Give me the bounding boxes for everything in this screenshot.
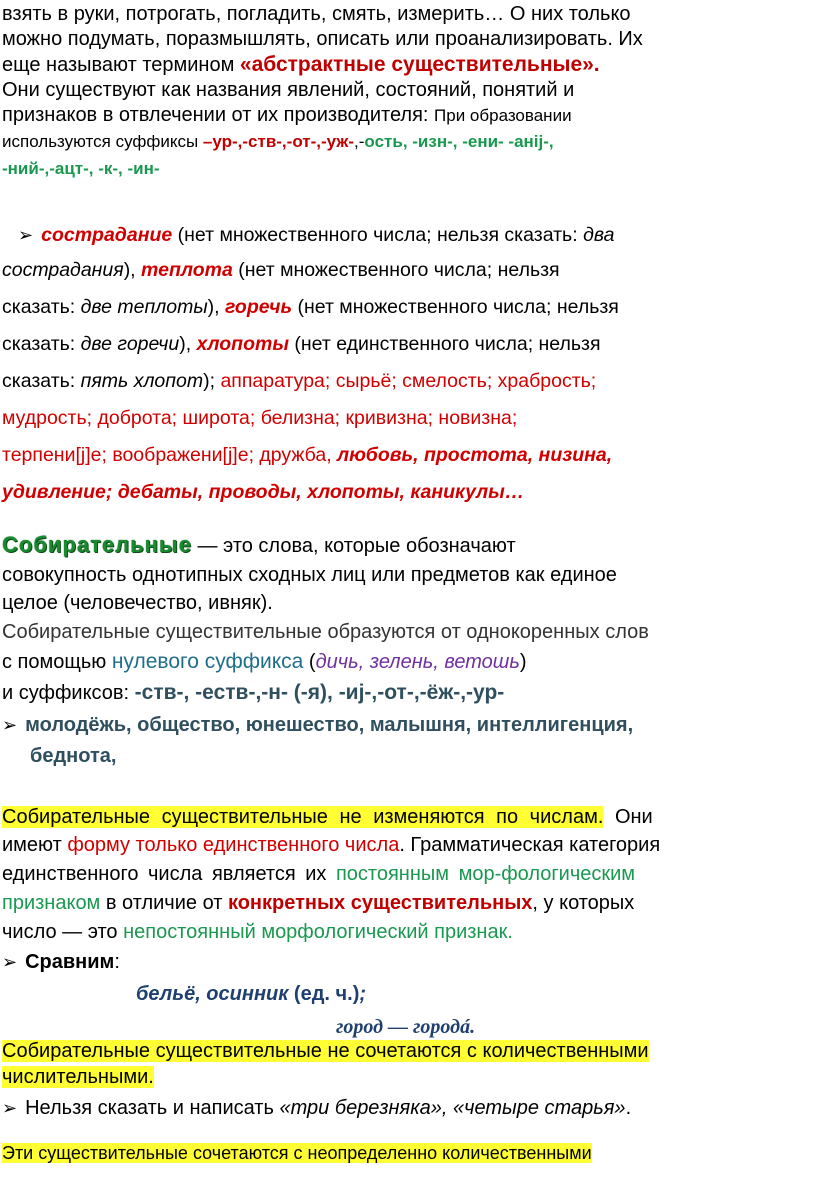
text-span: признаков в отвлечении от их производителя: <box>2 104 435 126</box>
text-line <box>2 437 814 474</box>
text-span: (нет множественного числа; нельзя <box>292 296 619 318</box>
text-span: две горечи <box>80 333 180 355</box>
text-span: сказать: <box>2 296 81 318</box>
text-span: непостоянный морфологический признак. <box>123 921 513 943</box>
text-span: ; <box>359 983 367 1005</box>
text-line: Они существуют как названия явлений, состояний, понятий и <box>2 79 575 101</box>
example-list-bold: любовь, простота, низина, <box>337 444 613 466</box>
example-list: терпени[j]е; воображени[j]е; дружба, <box>2 444 338 466</box>
text-line <box>2 1038 814 1064</box>
text-line: можно подумать, поразмышлять, описать или проанализировать. Их <box>2 28 643 50</box>
text-span: две теплоты <box>80 296 208 318</box>
text-line <box>2 831 814 860</box>
section-title-collective: Собирательные <box>2 532 192 557</box>
text-line: Собирательные существительные образуются от однокоренных слов <box>2 621 649 643</box>
abstract-examples <box>2 218 814 511</box>
text-line: совокупность однотипных сходных лиц или предметов как единое <box>2 564 617 586</box>
text-line <box>2 977 814 1011</box>
text-line <box>2 947 814 977</box>
text-span: Сравним <box>25 951 115 973</box>
text-line: целое (человечество, ивняк). <box>2 592 273 614</box>
example-words: дичь, зелень, ветошь <box>315 651 520 673</box>
suffixes-collective: -ств-, -еств-,-н- (-я), -иj-,-от-,-ёж-,-ур- <box>134 681 505 704</box>
number-category-section <box>2 803 814 1043</box>
text-span: При образовании <box>434 106 572 125</box>
text-line <box>2 860 814 889</box>
example-list-bold: удивление; дебаты, проводы, хлопоты, каникулы… <box>2 481 525 503</box>
text-line <box>2 128 814 156</box>
text-line <box>2 530 814 561</box>
text-span: число — это <box>2 921 124 943</box>
highlighted-statement: Эти существительные сочетаются с неопределенно количественными <box>2 1143 592 1163</box>
text-span: ,- <box>354 132 365 151</box>
text-span: , у которых <box>532 892 635 914</box>
text-span: еще называют термином <box>2 54 240 76</box>
suffixes-red: –ур-,-ств-,-от-,-уж- <box>202 132 355 151</box>
zero-suffix: нулевого суффикса <box>111 650 304 673</box>
highlighted-statement: Собирательные существительные не изменяются по числам. <box>2 806 604 828</box>
text-span: постоянным мор-фологическим <box>335 863 636 885</box>
text-span: форму только единственного числа <box>67 834 400 856</box>
text-span: ); <box>203 370 221 392</box>
text-span: с помощью <box>2 651 112 673</box>
text-span: признаком <box>2 892 101 914</box>
example-list: молодёжь, общество, юнешество, малышня, интеллигенция, <box>25 714 634 736</box>
text-span: Они <box>603 806 653 828</box>
example-word: теплота <box>141 259 233 281</box>
text-span: (нет единственного числа; нельзя <box>289 333 601 355</box>
text-span: — это слова, которые обозначают <box>191 535 516 557</box>
text-line <box>2 803 814 831</box>
text-span: сострадания <box>2 259 124 281</box>
text-span: конкретных существительных <box>227 892 533 914</box>
text-span: . Грамматическая категория <box>399 834 661 856</box>
text-line <box>2 1140 814 1166</box>
text-span: (нет множественного числа; нельзя сказать: <box>172 224 584 246</box>
example-list: аппаратура; сырьё; смелость; храбрость; <box>220 370 597 392</box>
abstract-nouns-paragraph <box>2 2 814 182</box>
text-line <box>2 52 814 78</box>
text-span: . <box>625 1097 632 1119</box>
highlighted-statement: Собирательные существительные не сочетаются с количественными <box>2 1040 649 1062</box>
text-line <box>2 363 814 400</box>
text-line <box>2 1064 814 1090</box>
text-span: в отличие от <box>100 892 228 914</box>
example-word: хлопоты <box>196 333 289 355</box>
text-span: ( <box>303 651 316 673</box>
term-abstract-nouns: «абстрактные существительные». <box>239 53 600 76</box>
text-line <box>2 252 814 289</box>
example-word: бельё, осинник <box>136 983 289 1005</box>
text-span: : <box>114 951 120 973</box>
text-span: и суффиксов: <box>2 682 135 704</box>
text-span: единственного числа является их <box>2 863 336 885</box>
text-span: используются суффиксы <box>2 132 203 151</box>
text-span: сказать: <box>2 370 81 392</box>
text-span: (нет множественного числа; нельзя <box>232 259 560 281</box>
collective-nouns-section <box>2 530 814 771</box>
text-line <box>2 326 814 363</box>
text-span: ), <box>207 296 226 318</box>
text-span: сказать: <box>2 333 81 355</box>
text-span: ), <box>123 259 142 281</box>
highlighted-statement: числительными. <box>2 1066 154 1088</box>
text-span: «три березняка», «четыре старья» <box>279 1097 626 1119</box>
text-span: Нельзя сказать и написать <box>25 1097 280 1119</box>
arrow-bullet-icon: ➢ <box>18 225 34 245</box>
arrow-bullet-icon: ➢ <box>2 715 18 735</box>
text-span: ), <box>179 333 197 355</box>
suffixes-green: ость, -изн-, -ени- -анij-, <box>364 132 554 151</box>
example-line: город — городá. <box>336 1016 476 1038</box>
text-line <box>2 647 814 677</box>
text-line <box>2 918 814 947</box>
numerals-section <box>2 1038 814 1166</box>
text-span: пять хлопот <box>80 370 204 392</box>
arrow-bullet-icon: ➢ <box>2 952 18 972</box>
text-line <box>2 709 814 741</box>
text-span: ) <box>519 651 527 673</box>
text-line <box>2 889 814 918</box>
text-span: (ед. ч.) <box>288 983 360 1005</box>
text-line <box>2 1090 814 1126</box>
text-line: взять в руки, потрогать, погладить, смять, измерить… О них только <box>2 3 631 25</box>
text-line <box>2 218 814 252</box>
text-line <box>2 677 814 709</box>
text-line <box>2 103 814 128</box>
arrow-bullet-icon: ➢ <box>2 1098 18 1118</box>
example-word: сострадание <box>41 224 173 246</box>
example-list: мудрость; доброта; широта; белизна; кривизна; новизна; <box>2 407 518 429</box>
example-list: беднота, <box>30 745 117 767</box>
text-span: имеют <box>2 834 68 856</box>
text-span: два <box>583 224 615 246</box>
suffixes-green-line: -ний-,-ацт-, -к-, -ин- <box>2 159 160 178</box>
text-line <box>2 289 814 326</box>
example-word: горечь <box>225 296 293 318</box>
